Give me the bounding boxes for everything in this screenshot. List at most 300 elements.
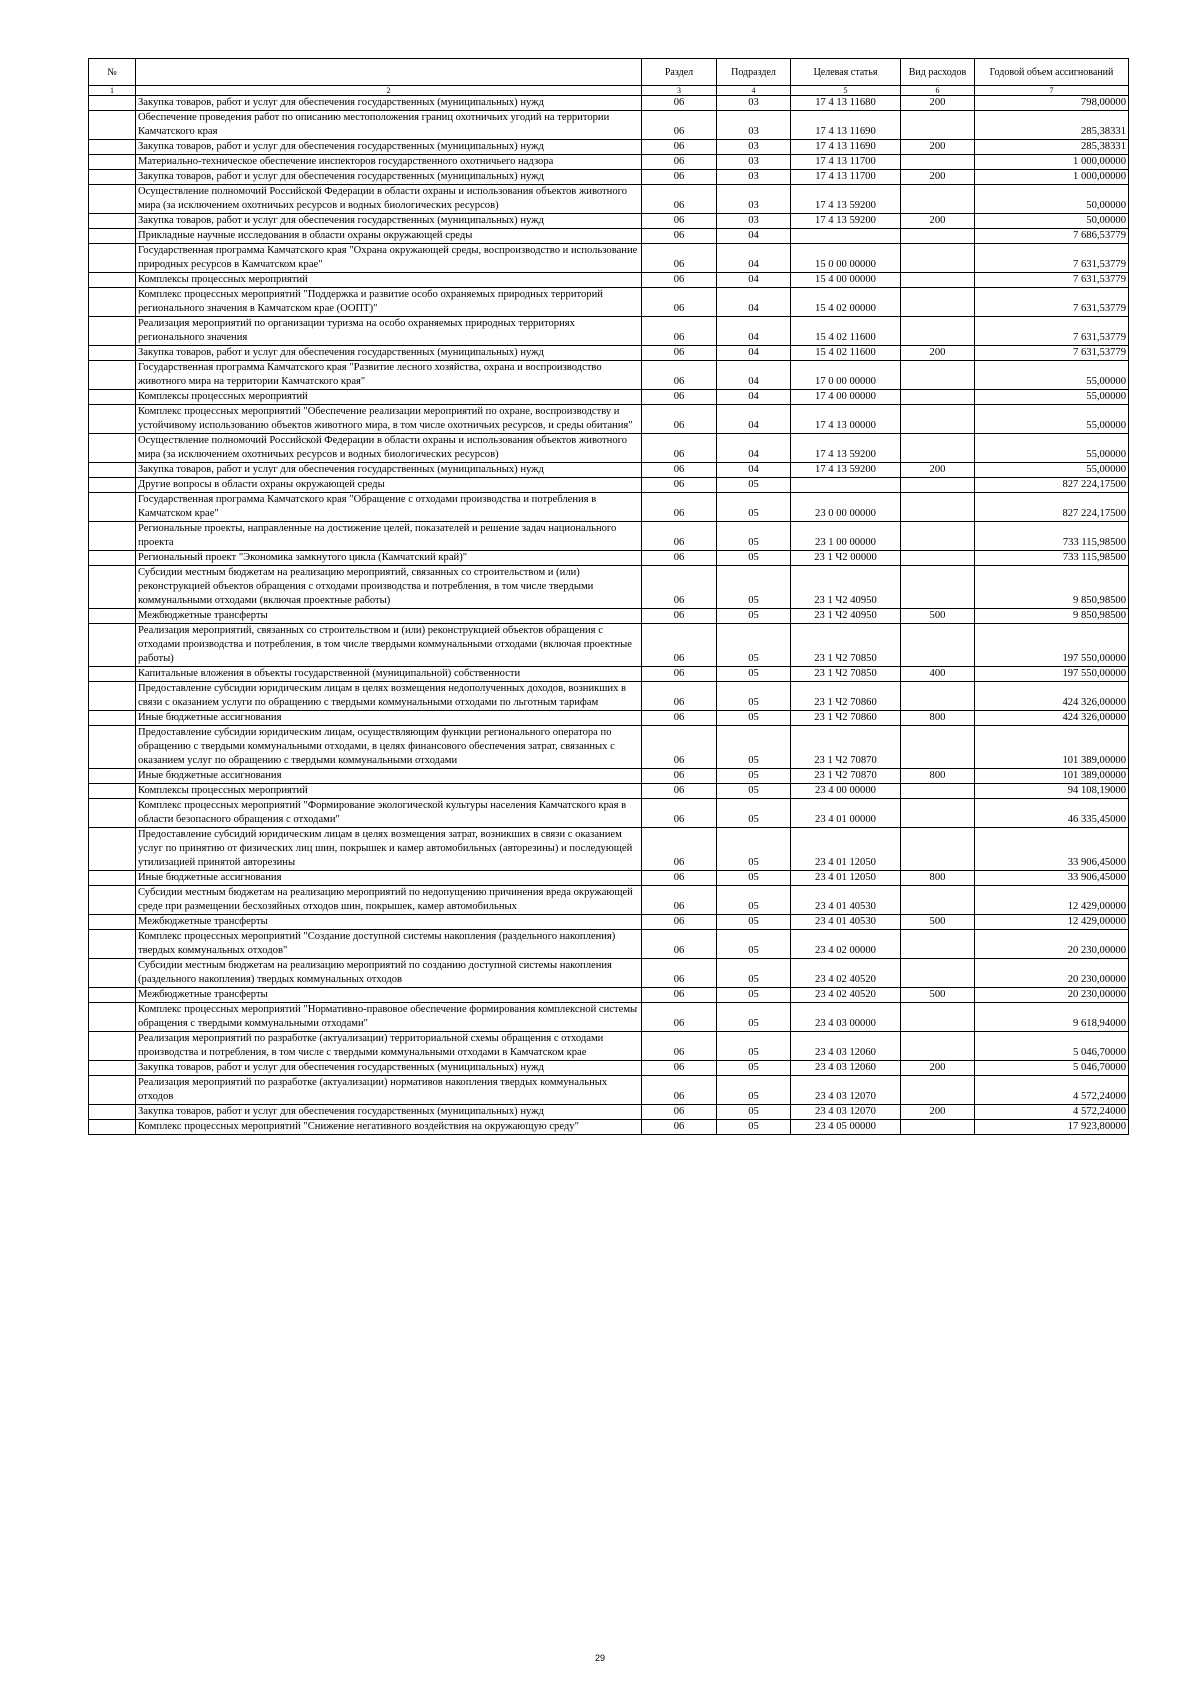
table-row xyxy=(89,185,1129,214)
cell-vid xyxy=(901,288,975,317)
cell-vid xyxy=(901,1032,975,1061)
cell-target: 23 4 02 00000 xyxy=(791,930,901,959)
cell-target: 23 1 00 00000 xyxy=(791,522,901,551)
cell-amount: 424 326,00000 xyxy=(975,711,1129,726)
cell-name: Комплекс процессных мероприятий "Нормативно-правовое обеспечение формирования комплексной системы обращения с твердыми коммунальными отходами" xyxy=(136,1003,642,1032)
cell-number xyxy=(89,930,136,959)
cell-name: Иные бюджетные ассигнования xyxy=(136,711,642,726)
cell-vid xyxy=(901,551,975,566)
cell-vid xyxy=(901,493,975,522)
cell-amount: 5 046,70000 xyxy=(975,1032,1129,1061)
header-index: 4 xyxy=(717,86,791,96)
cell-podrazdel: 03 xyxy=(717,140,791,155)
cell-amount: 424 326,00000 xyxy=(975,682,1129,711)
cell-vid: 800 xyxy=(901,871,975,886)
header-name xyxy=(136,59,642,86)
cell-vid: 200 xyxy=(901,214,975,229)
cell-name: Закупка товаров, работ и услуг для обеспечения государственных (муниципальных) нужд xyxy=(136,1061,642,1076)
cell-number xyxy=(89,463,136,478)
cell-razdel: 06 xyxy=(642,828,717,871)
cell-target: 23 4 03 12070 xyxy=(791,1076,901,1105)
cell-vid xyxy=(901,390,975,405)
cell-podrazdel: 05 xyxy=(717,1032,791,1061)
cell-razdel: 06 xyxy=(642,244,717,273)
cell-target: 15 0 00 00000 xyxy=(791,244,901,273)
cell-name: Комплексы процессных мероприятий xyxy=(136,390,642,405)
cell-name: Региональные проекты, направленные на достижение целей, показателей и решение задач национального проекта xyxy=(136,522,642,551)
cell-podrazdel: 05 xyxy=(717,609,791,624)
cell-amount: 20 230,00000 xyxy=(975,930,1129,959)
cell-number xyxy=(89,871,136,886)
cell-razdel: 06 xyxy=(642,317,717,346)
cell-podrazdel: 05 xyxy=(717,551,791,566)
cell-vid xyxy=(901,1120,975,1135)
cell-amount: 4 572,24000 xyxy=(975,1076,1129,1105)
cell-razdel: 06 xyxy=(642,522,717,551)
table-row xyxy=(89,155,1129,170)
cell-name: Реализация мероприятий по разработке (актуализации) территориальной схемы обращения с отходами производства и потребления, в том числе с твердыми коммунальными отходами в Камчатском крае xyxy=(136,1032,642,1061)
cell-number xyxy=(89,566,136,609)
cell-vid xyxy=(901,566,975,609)
cell-podrazdel: 05 xyxy=(717,915,791,930)
cell-target: 17 4 13 11690 xyxy=(791,140,901,155)
cell-vid: 800 xyxy=(901,769,975,784)
table-row xyxy=(89,930,1129,959)
cell-razdel: 06 xyxy=(642,682,717,711)
cell-podrazdel: 04 xyxy=(717,346,791,361)
cell-podrazdel: 04 xyxy=(717,273,791,288)
cell-number xyxy=(89,828,136,871)
header-index: 1 xyxy=(89,86,136,96)
cell-podrazdel: 05 xyxy=(717,1105,791,1120)
table-row xyxy=(89,1061,1129,1076)
cell-target: 23 1 Ч2 70850 xyxy=(791,667,901,682)
cell-razdel: 06 xyxy=(642,96,717,111)
cell-vid xyxy=(901,1003,975,1032)
cell-razdel: 06 xyxy=(642,229,717,244)
cell-podrazdel: 04 xyxy=(717,434,791,463)
cell-target: 23 4 03 12060 xyxy=(791,1032,901,1061)
table-row xyxy=(89,140,1129,155)
cell-razdel: 06 xyxy=(642,1120,717,1135)
cell-number xyxy=(89,346,136,361)
cell-podrazdel: 05 xyxy=(717,667,791,682)
cell-razdel: 06 xyxy=(642,185,717,214)
cell-amount: 5 046,70000 xyxy=(975,1061,1129,1076)
cell-podrazdel: 03 xyxy=(717,155,791,170)
cell-razdel: 06 xyxy=(642,988,717,1003)
table-row xyxy=(89,1003,1129,1032)
table-row xyxy=(89,667,1129,682)
cell-amount: 55,00000 xyxy=(975,434,1129,463)
cell-amount: 12 429,00000 xyxy=(975,886,1129,915)
cell-name: Комплекс процессных мероприятий "Поддержка и развитие особо охраняемых природных территорий регионального значения в Камчатском крае (ООПТ)" xyxy=(136,288,642,317)
table-row xyxy=(89,478,1129,493)
table-row xyxy=(89,784,1129,799)
cell-number xyxy=(89,1120,136,1135)
cell-podrazdel: 05 xyxy=(717,959,791,988)
cell-vid xyxy=(901,405,975,434)
cell-razdel: 06 xyxy=(642,566,717,609)
cell-razdel: 06 xyxy=(642,711,717,726)
cell-number xyxy=(89,959,136,988)
cell-name: Межбюджетные трансферты xyxy=(136,915,642,930)
cell-podrazdel: 03 xyxy=(717,170,791,185)
cell-podrazdel: 05 xyxy=(717,726,791,769)
cell-number xyxy=(89,229,136,244)
cell-amount: 55,00000 xyxy=(975,361,1129,390)
cell-razdel: 06 xyxy=(642,155,717,170)
cell-amount: 9 618,94000 xyxy=(975,1003,1129,1032)
table-row xyxy=(89,317,1129,346)
table-row xyxy=(89,96,1129,111)
cell-razdel: 06 xyxy=(642,886,717,915)
cell-amount: 9 850,98500 xyxy=(975,609,1129,624)
cell-name: Закупка товаров, работ и услуг для обеспечения государственных (муниципальных) нужд xyxy=(136,463,642,478)
table-row xyxy=(89,346,1129,361)
cell-amount: 733 115,98500 xyxy=(975,522,1129,551)
cell-razdel: 06 xyxy=(642,769,717,784)
cell-target: 23 4 03 00000 xyxy=(791,1003,901,1032)
cell-name: Межбюджетные трансферты xyxy=(136,988,642,1003)
cell-podrazdel: 05 xyxy=(717,1120,791,1135)
cell-razdel: 06 xyxy=(642,784,717,799)
cell-target xyxy=(791,229,901,244)
cell-podrazdel: 05 xyxy=(717,988,791,1003)
cell-amount: 7 631,53779 xyxy=(975,244,1129,273)
cell-name: Осуществление полномочий Российской Федерации в области охраны и использования объектов животного мира (за исключением охотничьих ресурсов и водных биологических ресурсов) xyxy=(136,185,642,214)
cell-amount: 7 686,53779 xyxy=(975,229,1129,244)
cell-podrazdel: 05 xyxy=(717,769,791,784)
table-row xyxy=(89,493,1129,522)
cell-vid xyxy=(901,726,975,769)
cell-amount: 7 631,53779 xyxy=(975,288,1129,317)
cell-amount: 50,00000 xyxy=(975,185,1129,214)
cell-amount: 17 923,80000 xyxy=(975,1120,1129,1135)
cell-number xyxy=(89,434,136,463)
cell-number xyxy=(89,624,136,667)
cell-number xyxy=(89,711,136,726)
cell-amount: 46 335,45000 xyxy=(975,799,1129,828)
table-row xyxy=(89,1076,1129,1105)
cell-podrazdel: 05 xyxy=(717,1061,791,1076)
cell-podrazdel: 04 xyxy=(717,405,791,434)
cell-amount: 55,00000 xyxy=(975,405,1129,434)
cell-amount: 7 631,53779 xyxy=(975,273,1129,288)
cell-podrazdel: 05 xyxy=(717,478,791,493)
cell-razdel: 06 xyxy=(642,799,717,828)
cell-podrazdel: 04 xyxy=(717,229,791,244)
cell-podrazdel: 03 xyxy=(717,214,791,229)
cell-podrazdel: 04 xyxy=(717,317,791,346)
cell-vid: 500 xyxy=(901,609,975,624)
cell-target: 23 4 01 00000 xyxy=(791,799,901,828)
cell-name: Комплекс процессных мероприятий "Снижение негативного воздействия на окружающую среду" xyxy=(136,1120,642,1135)
cell-podrazdel: 03 xyxy=(717,111,791,140)
cell-number xyxy=(89,390,136,405)
cell-number xyxy=(89,1076,136,1105)
cell-target: 23 4 01 12050 xyxy=(791,871,901,886)
cell-razdel: 06 xyxy=(642,959,717,988)
cell-number xyxy=(89,726,136,769)
header-razdel: Раздел xyxy=(642,59,717,86)
cell-vid: 200 xyxy=(901,346,975,361)
cell-razdel: 06 xyxy=(642,915,717,930)
cell-podrazdel: 05 xyxy=(717,522,791,551)
cell-podrazdel: 05 xyxy=(717,1076,791,1105)
cell-vid xyxy=(901,522,975,551)
cell-podrazdel: 05 xyxy=(717,682,791,711)
header-index: 5 xyxy=(791,86,901,96)
header-podrazdel: Подраздел xyxy=(717,59,791,86)
cell-razdel: 06 xyxy=(642,111,717,140)
table-row xyxy=(89,463,1129,478)
cell-target: 23 4 01 40530 xyxy=(791,886,901,915)
table-row xyxy=(89,915,1129,930)
cell-number xyxy=(89,214,136,229)
cell-podrazdel: 05 xyxy=(717,493,791,522)
table-row xyxy=(89,273,1129,288)
cell-podrazdel: 05 xyxy=(717,886,791,915)
cell-razdel: 06 xyxy=(642,1003,717,1032)
header-row xyxy=(89,59,1129,86)
cell-amount: 50,00000 xyxy=(975,214,1129,229)
cell-name: Иные бюджетные ассигнования xyxy=(136,769,642,784)
table-row xyxy=(89,434,1129,463)
table-row xyxy=(89,624,1129,667)
cell-name: Обеспечение проведения работ по описанию местоположения границ охотничьих угодий на территории Камчатского края xyxy=(136,111,642,140)
cell-amount: 7 631,53779 xyxy=(975,346,1129,361)
cell-amount: 55,00000 xyxy=(975,390,1129,405)
cell-name: Закупка товаров, работ и услуг для обеспечения государственных (муниципальных) нужд xyxy=(136,140,642,155)
cell-podrazdel: 05 xyxy=(717,624,791,667)
cell-vid xyxy=(901,799,975,828)
cell-amount: 285,38331 xyxy=(975,140,1129,155)
cell-amount: 101 389,00000 xyxy=(975,726,1129,769)
cell-number xyxy=(89,361,136,390)
cell-number xyxy=(89,170,136,185)
cell-podrazdel: 04 xyxy=(717,390,791,405)
cell-target: 17 4 13 00000 xyxy=(791,405,901,434)
cell-podrazdel: 05 xyxy=(717,871,791,886)
budget-table-sheet xyxy=(88,58,1128,1135)
header-target: Целевая статья xyxy=(791,59,901,86)
table-row xyxy=(89,566,1129,609)
header-index: 3 xyxy=(642,86,717,96)
cell-amount: 827 224,17500 xyxy=(975,478,1129,493)
header-number: № xyxy=(89,59,136,86)
cell-razdel: 06 xyxy=(642,1105,717,1120)
cell-target: 23 4 03 12060 xyxy=(791,1061,901,1076)
table-row xyxy=(89,1105,1129,1120)
cell-number xyxy=(89,799,136,828)
cell-name: Государственная программа Камчатского края "Обращение с отходами производства и потребления в Камчатском крае" xyxy=(136,493,642,522)
cell-vid xyxy=(901,624,975,667)
cell-razdel: 06 xyxy=(642,930,717,959)
cell-name: Предоставление субсидии юридическим лицам, осуществляющим функции регионального оператора по обращению с твердыми коммунальными отходами, в целях финансового обеспечения затрат, связанных с оказанием услуг по обращению с твердыми коммунальными отходами xyxy=(136,726,642,769)
header-index-row xyxy=(89,86,1129,96)
cell-vid xyxy=(901,434,975,463)
cell-amount: 197 550,00000 xyxy=(975,667,1129,682)
table-row xyxy=(89,988,1129,1003)
cell-razdel: 06 xyxy=(642,346,717,361)
cell-vid: 200 xyxy=(901,1105,975,1120)
cell-number xyxy=(89,784,136,799)
cell-podrazdel: 05 xyxy=(717,1003,791,1032)
cell-target: 23 4 05 00000 xyxy=(791,1120,901,1135)
cell-name: Предоставление субсидии юридическим лицам в целях возмещения недополученных доходов, возникших в связи с оказанием услуги по обращению с твердыми коммунальными отходами по льготным тарифам xyxy=(136,682,642,711)
cell-number xyxy=(89,551,136,566)
cell-name: Материально-техническое обеспечение инспекторов государственного охотничьего надзора xyxy=(136,155,642,170)
table-row xyxy=(89,244,1129,273)
header-index: 7 xyxy=(975,86,1129,96)
cell-podrazdel: 04 xyxy=(717,288,791,317)
cell-name: Прикладные научные исследования в области охраны окружающей среды xyxy=(136,229,642,244)
cell-name: Комплекс процессных мероприятий "Создание доступной системы накопления (раздельного накопления) твердых коммунальных отходов" xyxy=(136,930,642,959)
table-row xyxy=(89,959,1129,988)
cell-razdel: 06 xyxy=(642,390,717,405)
header-amount: Годовой объем ассигнований xyxy=(975,59,1129,86)
cell-target: 23 4 00 00000 xyxy=(791,784,901,799)
cell-razdel: 06 xyxy=(642,1061,717,1076)
cell-amount: 101 389,00000 xyxy=(975,769,1129,784)
cell-number xyxy=(89,522,136,551)
cell-amount: 798,00000 xyxy=(975,96,1129,111)
cell-vid: 200 xyxy=(901,463,975,478)
cell-number xyxy=(89,273,136,288)
cell-amount: 285,38331 xyxy=(975,111,1129,140)
cell-vid: 500 xyxy=(901,915,975,930)
header-index: 6 xyxy=(901,86,975,96)
cell-number xyxy=(89,96,136,111)
cell-name: Субсидии местным бюджетам на реализацию мероприятий по созданию доступной системы накопления (раздельного накопления) твердых коммунальных отходов xyxy=(136,959,642,988)
cell-number xyxy=(89,317,136,346)
table-row xyxy=(89,522,1129,551)
table-row xyxy=(89,769,1129,784)
cell-number xyxy=(89,244,136,273)
cell-target xyxy=(791,478,901,493)
cell-target: 15 4 02 11600 xyxy=(791,317,901,346)
cell-razdel: 06 xyxy=(642,871,717,886)
cell-target: 23 4 01 12050 xyxy=(791,828,901,871)
cell-target: 17 4 13 59200 xyxy=(791,214,901,229)
cell-target: 15 4 00 00000 xyxy=(791,273,901,288)
header-vid: Вид расходов xyxy=(901,59,975,86)
cell-razdel: 06 xyxy=(642,624,717,667)
cell-target: 23 1 Ч2 70850 xyxy=(791,624,901,667)
table-body xyxy=(89,96,1129,1135)
cell-podrazdel: 03 xyxy=(717,185,791,214)
cell-amount: 827 224,17500 xyxy=(975,493,1129,522)
cell-vid: 200 xyxy=(901,140,975,155)
cell-name: Комплекс процессных мероприятий "Формирование экологической культуры населения Камчатского края в области безопасного обращения с отходами" xyxy=(136,799,642,828)
cell-vid xyxy=(901,828,975,871)
cell-vid: 200 xyxy=(901,1061,975,1076)
cell-name: Закупка товаров, работ и услуг для обеспечения государственных (муниципальных) нужд xyxy=(136,170,642,185)
cell-razdel: 06 xyxy=(642,214,717,229)
table-row xyxy=(89,390,1129,405)
cell-target: 23 0 00 00000 xyxy=(791,493,901,522)
cell-vid xyxy=(901,229,975,244)
table-row xyxy=(89,828,1129,871)
cell-target: 17 4 13 11700 xyxy=(791,170,901,185)
cell-razdel: 06 xyxy=(642,551,717,566)
table-row xyxy=(89,682,1129,711)
cell-name: Реализация мероприятий, связанных со строительством и (или) реконструкцией объектов обращения с отходами производства и потребления, в том числе твердыми коммунальными отходами (включая проектные работы) xyxy=(136,624,642,667)
cell-name: Капитальные вложения в объекты государственной (муниципальной) собственности xyxy=(136,667,642,682)
cell-amount: 20 230,00000 xyxy=(975,988,1129,1003)
cell-name: Иные бюджетные ассигнования xyxy=(136,871,642,886)
cell-number xyxy=(89,667,136,682)
cell-vid: 400 xyxy=(901,667,975,682)
cell-target: 17 4 13 11700 xyxy=(791,155,901,170)
cell-number xyxy=(89,682,136,711)
cell-razdel: 06 xyxy=(642,726,717,769)
cell-razdel: 06 xyxy=(642,361,717,390)
table-row xyxy=(89,361,1129,390)
cell-target: 23 1 Ч2 70870 xyxy=(791,726,901,769)
cell-number xyxy=(89,988,136,1003)
table-row xyxy=(89,111,1129,140)
cell-amount: 33 906,45000 xyxy=(975,871,1129,886)
cell-amount: 7 631,53779 xyxy=(975,317,1129,346)
cell-name: Межбюджетные трансферты xyxy=(136,609,642,624)
cell-target: 17 0 00 00000 xyxy=(791,361,901,390)
cell-vid: 800 xyxy=(901,711,975,726)
cell-target: 23 4 02 40520 xyxy=(791,988,901,1003)
cell-name: Закупка товаров, работ и услуг для обеспечения государственных (муниципальных) нужд xyxy=(136,214,642,229)
cell-razdel: 06 xyxy=(642,463,717,478)
cell-razdel: 06 xyxy=(642,405,717,434)
cell-target: 23 1 Ч2 00000 xyxy=(791,551,901,566)
cell-amount: 55,00000 xyxy=(975,463,1129,478)
cell-amount: 1 000,00000 xyxy=(975,155,1129,170)
cell-amount: 4 572,24000 xyxy=(975,1105,1129,1120)
cell-target: 23 1 Ч2 70860 xyxy=(791,682,901,711)
cell-target: 17 4 13 59200 xyxy=(791,185,901,214)
cell-number xyxy=(89,1003,136,1032)
cell-number xyxy=(89,111,136,140)
cell-name: Закупка товаров, работ и услуг для обеспечения государственных (муниципальных) нужд xyxy=(136,346,642,361)
cell-target: 23 1 Ч2 40950 xyxy=(791,566,901,609)
cell-amount: 12 429,00000 xyxy=(975,915,1129,930)
cell-target: 15 4 02 11600 xyxy=(791,346,901,361)
table-row xyxy=(89,214,1129,229)
cell-vid: 200 xyxy=(901,170,975,185)
cell-amount: 94 108,19000 xyxy=(975,784,1129,799)
cell-name: Комплекс процессных мероприятий "Обеспечение реализации мероприятий по охране, воспроизводству и устойчивому использованию объектов животного мира, в том числе охотничьих ресурсов, и среды обитания" xyxy=(136,405,642,434)
cell-vid xyxy=(901,317,975,346)
page-number: 29 xyxy=(594,1653,605,1663)
cell-vid xyxy=(901,478,975,493)
cell-target: 23 1 Ч2 70860 xyxy=(791,711,901,726)
table-row xyxy=(89,288,1129,317)
cell-vid xyxy=(901,155,975,170)
cell-target: 23 1 Ч2 70870 xyxy=(791,769,901,784)
cell-name: Предоставление субсидий юридическим лицам в целях возмещения затрат, возникших в связи с оказанием услуг по принятию от физических лиц шин, покрышек и камер автомобильных (авторезины) и последующей утилизацией принятой авторезины xyxy=(136,828,642,871)
cell-name: Региональный проект "Экономика замкнутого цикла (Камчатский край)" xyxy=(136,551,642,566)
cell-podrazdel: 05 xyxy=(717,930,791,959)
cell-razdel: 06 xyxy=(642,1076,717,1105)
cell-razdel: 06 xyxy=(642,170,717,185)
cell-number xyxy=(89,155,136,170)
cell-number xyxy=(89,493,136,522)
cell-podrazdel: 05 xyxy=(717,784,791,799)
cell-number xyxy=(89,140,136,155)
cell-target: 17 4 13 11690 xyxy=(791,111,901,140)
cell-vid: 500 xyxy=(901,988,975,1003)
cell-podrazdel: 03 xyxy=(717,96,791,111)
